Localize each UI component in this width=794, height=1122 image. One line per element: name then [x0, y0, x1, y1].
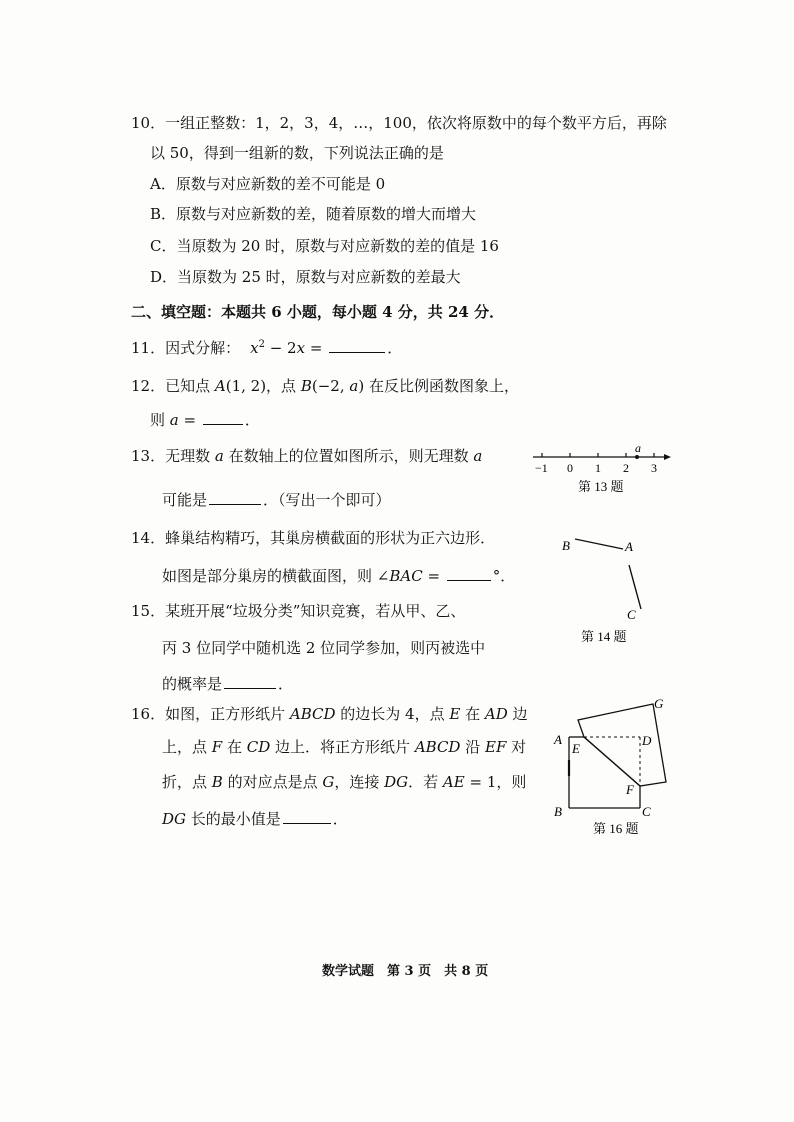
q10-line1: 10．一组正整数：1，2，3，4，…，100，依次将原数中的每个数平方后，再除: [131, 114, 667, 132]
q14-text1: 蜂巢结构精巧，其巢房横截面的形状为正六边形．: [165, 529, 496, 547]
q12-answer-blank: [203, 410, 243, 425]
section-heading: 二、填空题：本题共 6 小题，每小题 4 分，共 24 分．: [131, 303, 505, 321]
label-f: F: [626, 782, 634, 797]
q10-option-c: C．当原数为 20 时，原数与对应新数的差的值是 16: [150, 237, 499, 255]
q16-var: AE: [442, 773, 465, 791]
q10-option-d: D．当原数为 25 时，原数与对应新数的差最大: [150, 268, 461, 286]
q12-end: ．: [244, 411, 260, 429]
q15-end: ．: [278, 675, 294, 693]
folded-flap: [578, 704, 666, 786]
q14-answer-blank: [447, 566, 491, 581]
q11-eq: =: [305, 339, 328, 357]
label-c: C: [642, 804, 651, 819]
q16-var: CD: [246, 738, 271, 756]
q16-text: 对: [506, 738, 527, 756]
q12-b-coord2: ): [358, 377, 365, 395]
q16-var: ABCD: [414, 738, 461, 756]
label-b: B: [562, 538, 570, 553]
q14-figure-caption: 第 14 题: [581, 629, 627, 644]
label-e: E: [572, 741, 580, 756]
label-c: C: [627, 607, 636, 622]
tick-label: −1: [535, 461, 548, 475]
q13-var-a: a: [214, 447, 224, 465]
q13-number: 13．: [131, 447, 166, 465]
label-b: B: [554, 804, 562, 819]
q12-a-coord: (1, 2): [225, 377, 267, 395]
q16-var: DG: [162, 810, 187, 828]
q11-answer-blank: [329, 338, 385, 353]
q14-number: 14．: [131, 529, 166, 547]
q13-text3: 可能是: [162, 491, 208, 509]
q16-text: 上，点: [162, 738, 212, 756]
q16-line3: [162, 772, 526, 792]
q16-text: 边上．将正方形纸片: [270, 738, 415, 756]
q15-text3: 的概率是: [162, 675, 223, 693]
q11-var-x: x: [250, 339, 259, 357]
segment-ac: [629, 565, 641, 609]
q13-figure-caption: 第 13 题: [578, 479, 624, 494]
q12-line1: [131, 376, 519, 396]
q13-text4: ．（写出一个即可）: [263, 491, 391, 509]
q13-line2: [162, 490, 391, 510]
q11-var-x2: x: [296, 339, 306, 357]
q13-var-a2: a: [473, 447, 483, 465]
q12-var-a: a: [349, 377, 359, 395]
q14-end: °．: [492, 567, 516, 585]
q16-text: 在: [460, 705, 485, 723]
q13-number-line-figure: [528, 440, 678, 500]
q11-text: 因式分解：: [165, 339, 241, 357]
q16-var: E: [449, 705, 461, 723]
q16-var: ABCD: [289, 705, 336, 723]
label-g: G: [654, 696, 664, 711]
q12-point-b: B: [300, 377, 312, 395]
q13-answer-blank: [209, 490, 261, 505]
tick-label: 0: [567, 461, 573, 475]
q16-text: ．若: [408, 773, 443, 791]
q13-text2: 在数轴上的位置如图所示，则无理数: [223, 447, 474, 465]
q16-text: 的对应点是点: [222, 773, 323, 791]
q14-text2: 如图是部分巢房的横截面图，则 ∠: [162, 567, 390, 585]
q16-number: 16．: [131, 705, 166, 723]
point-a-dot: [635, 455, 639, 459]
q16-text: ，连接: [334, 773, 385, 791]
q13-line1: [131, 446, 482, 466]
q14-hexagon-angle-figure: [555, 525, 655, 650]
q15-line3: [162, 674, 293, 694]
q10-line2: 以 50，得到一组新的数，下列说法正确的是: [150, 144, 444, 162]
q11-end: ．: [387, 339, 403, 357]
q10-option-a: A．原数与对应新数的差不可能是 0: [150, 175, 386, 193]
q12-then: 则: [150, 411, 170, 429]
point-a-label: a: [635, 441, 641, 455]
page-footer: 数学试题 第 3 页 共 8 页: [322, 964, 489, 979]
label-a: A: [625, 539, 633, 554]
q16-line2: [162, 737, 526, 757]
q11: [131, 335, 402, 358]
q16-var: EF: [485, 738, 507, 756]
q16-text: 沿: [460, 738, 485, 756]
q16-text: = 1，则: [464, 773, 527, 791]
q12-text2: ，点: [266, 377, 301, 395]
q16-text: 的边长为 4，点: [335, 705, 450, 723]
q12-b-coord1: (−2,: [311, 377, 350, 395]
tick-label: 2: [623, 461, 629, 475]
q15-line2: 丙 3 位同学中随机选 2 位同学参加，则丙被选中: [162, 639, 486, 657]
q16-var: DG: [384, 773, 409, 791]
q16-var: G: [322, 773, 335, 791]
q16-text: 如图，正方形纸片: [165, 705, 290, 723]
q12-var-a2: a: [169, 411, 179, 429]
q15-text1: 某班开展“垃圾分类”知识竞赛，若从甲、乙、: [165, 602, 466, 620]
q16-text: 折，点: [162, 773, 212, 791]
q13-text1: 无理数: [165, 447, 215, 465]
q16-var: AD: [484, 705, 508, 723]
q14-line1: [131, 528, 495, 548]
q10-option-b: B．原数与对应新数的差，随着原数的增大而增大: [150, 205, 477, 223]
number-line-arrow: [664, 454, 671, 460]
q12-point-a: A: [214, 377, 226, 395]
q11-number: 11．: [131, 339, 166, 357]
q16-text: 长的最小值是: [186, 810, 281, 828]
tick-label: 1: [595, 461, 601, 475]
tick-label: 3: [651, 461, 657, 475]
label-d: D: [642, 733, 652, 748]
q16-figure-caption: 第 16 题: [593, 821, 639, 836]
q11-expr-rest: − 2: [264, 339, 297, 357]
q12-text1: 已知点: [165, 377, 215, 395]
q15-answer-blank: [224, 674, 276, 689]
segment-ab: [575, 539, 623, 549]
q15-number: 15．: [131, 602, 166, 620]
q16-text: 在: [222, 738, 247, 756]
q14-eq: =: [422, 567, 445, 585]
q11-exponent: 2: [258, 339, 265, 350]
q12-number: 12．: [131, 377, 166, 395]
label-a: A: [554, 732, 562, 747]
q16-line4: [162, 809, 348, 829]
q16-text: 边: [507, 705, 528, 723]
q16-line1: [131, 704, 528, 724]
q16-square-fold-figure: [548, 690, 678, 840]
q12-text3: 在反比例函数图象上，: [364, 377, 519, 395]
q16-var: B: [211, 773, 223, 791]
q12-line2: [150, 410, 260, 430]
q14-line2: [162, 566, 515, 586]
q16-answer-blank: [283, 809, 331, 824]
q16-var: F: [211, 738, 223, 756]
q16-end: ．: [332, 810, 348, 828]
q15-line1: [131, 601, 465, 621]
q14-angle-name: BAC: [389, 567, 423, 585]
q12-eq: =: [178, 411, 201, 429]
